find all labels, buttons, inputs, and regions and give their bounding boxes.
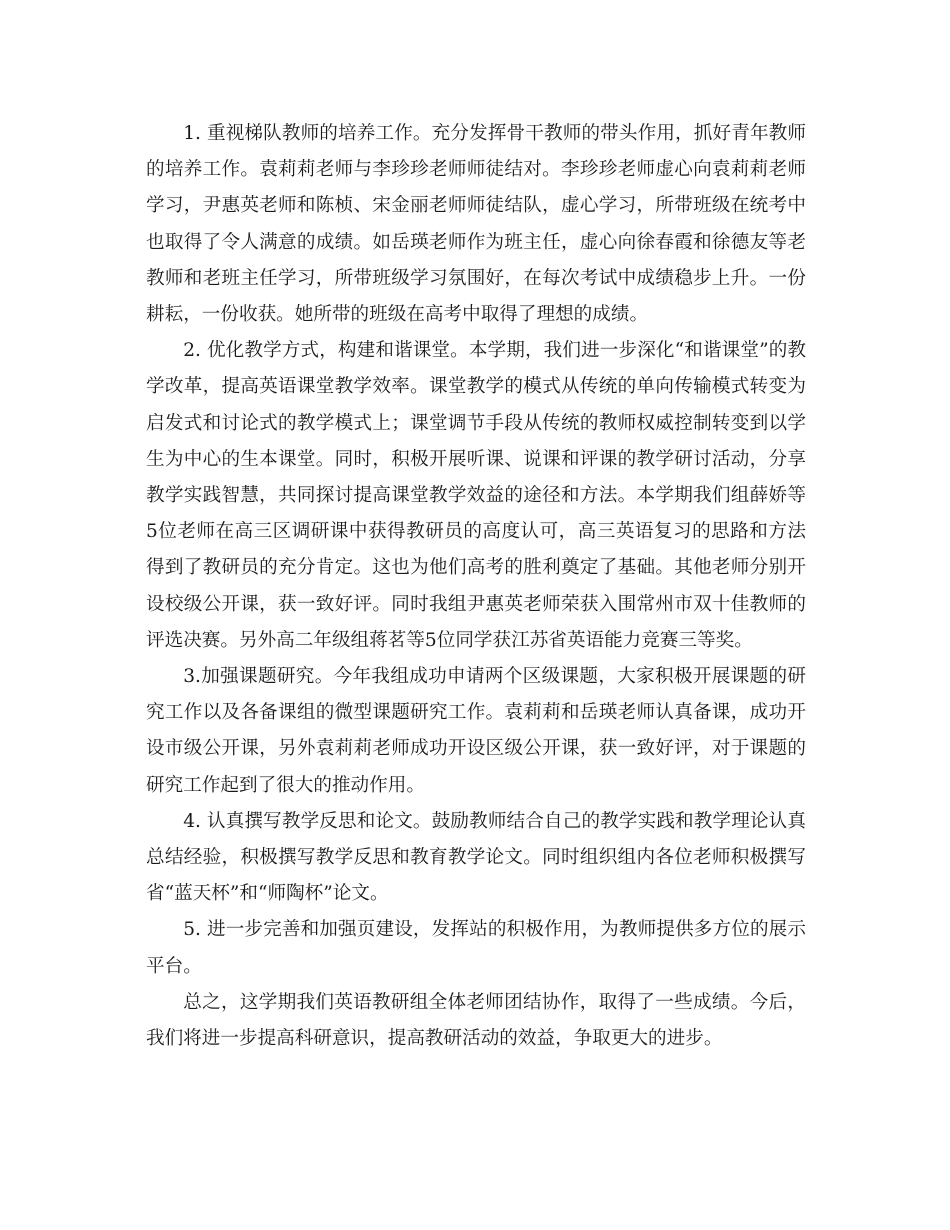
paragraph-2: 2. 优化教学方式，构建和谐课堂。本学期，我们进一步深化“和谐课堂”的教学改革，提高英语课堂教学效率。课堂教学的模式从传统的单向传输模式转变为启发式和讨论式的教学模式上；课堂调节手段从传统的教师权威控制转变到以学生为中心的生本课堂。同时，积极开展听课、说课和评课的教学研讨活动，分享教学实践智慧，共同探讨提高课堂教学效益的途径和方法。本学期我们组薛娇等5位老师在高三区调研课中获得教研员的高度认可，高三英语复习的思路和方法得到了教研员的充分肯定。这也为他们高考的胜利奠定了基础。其他老师分别开设校级公开课，获一致好评。同时我组尹惠英老师荣获入围常州市双十佳教师的评选决赛。另外高二年级组蒋茗等5位同学获江苏省英语能力竞赛三等奖。 [146,340,806,651]
document-body [146,116,806,1057]
paragraph-6: 总之，这学期我们英语教研组全体老师团结协作，取得了一些成绩。今后，我们将进一步提高科研意识，提高教研活动的效益，争取更大的进步。 [146,991,806,1050]
paragraph-5: 5. 进一步完善和加强页建设，发挥站的积极作用，为教师提供多方位的展示平台。 [146,919,806,977]
paragraph-1: 1. 重视梯队教师的培养工作。充分发挥骨干教师的带头作用，抓好青年教师的培养工作。袁莉莉老师与李珍珍老师师徒结对。李珍珍老师虚心向袁莉莉老师学习，尹惠英老师和陈桢、宋金丽老师师徒结队，虚心学习，所带班级在统考中也取得了令人满意的成绩。如岳瑛老师作为班主任，虚心向徐春霞和徐德友等老教师和老班主任学习，所带班级学习氛围好，在每次考试中成绩稳步上升。一份耕耘，一份收获。她所带的班级在高考中取得了理想的成绩。 [146,123,806,326]
paragraph-4: 4. 认真撰写教学反思和论文。鼓励教师结合自己的教学实践和教学理论认真总结经验，积极撰写教学反思和教育教学论文。同时组织组内各位老师积极撰写省“蓝天杯”和“师陶杯”论文。 [146,810,806,905]
paragraph-3: 3.加强课题研究。今年我组成功申请两个区级课题，大家积极开展课题的研究工作以及各备课组的微型课题研究工作。袁莉莉和岳瑛老师认真备课，成功开设市级公开课，另外袁莉莉老师成功开设区级公开课，获一致好评，对于课题的研究工作起到了很大的推动作用。 [146,666,806,796]
